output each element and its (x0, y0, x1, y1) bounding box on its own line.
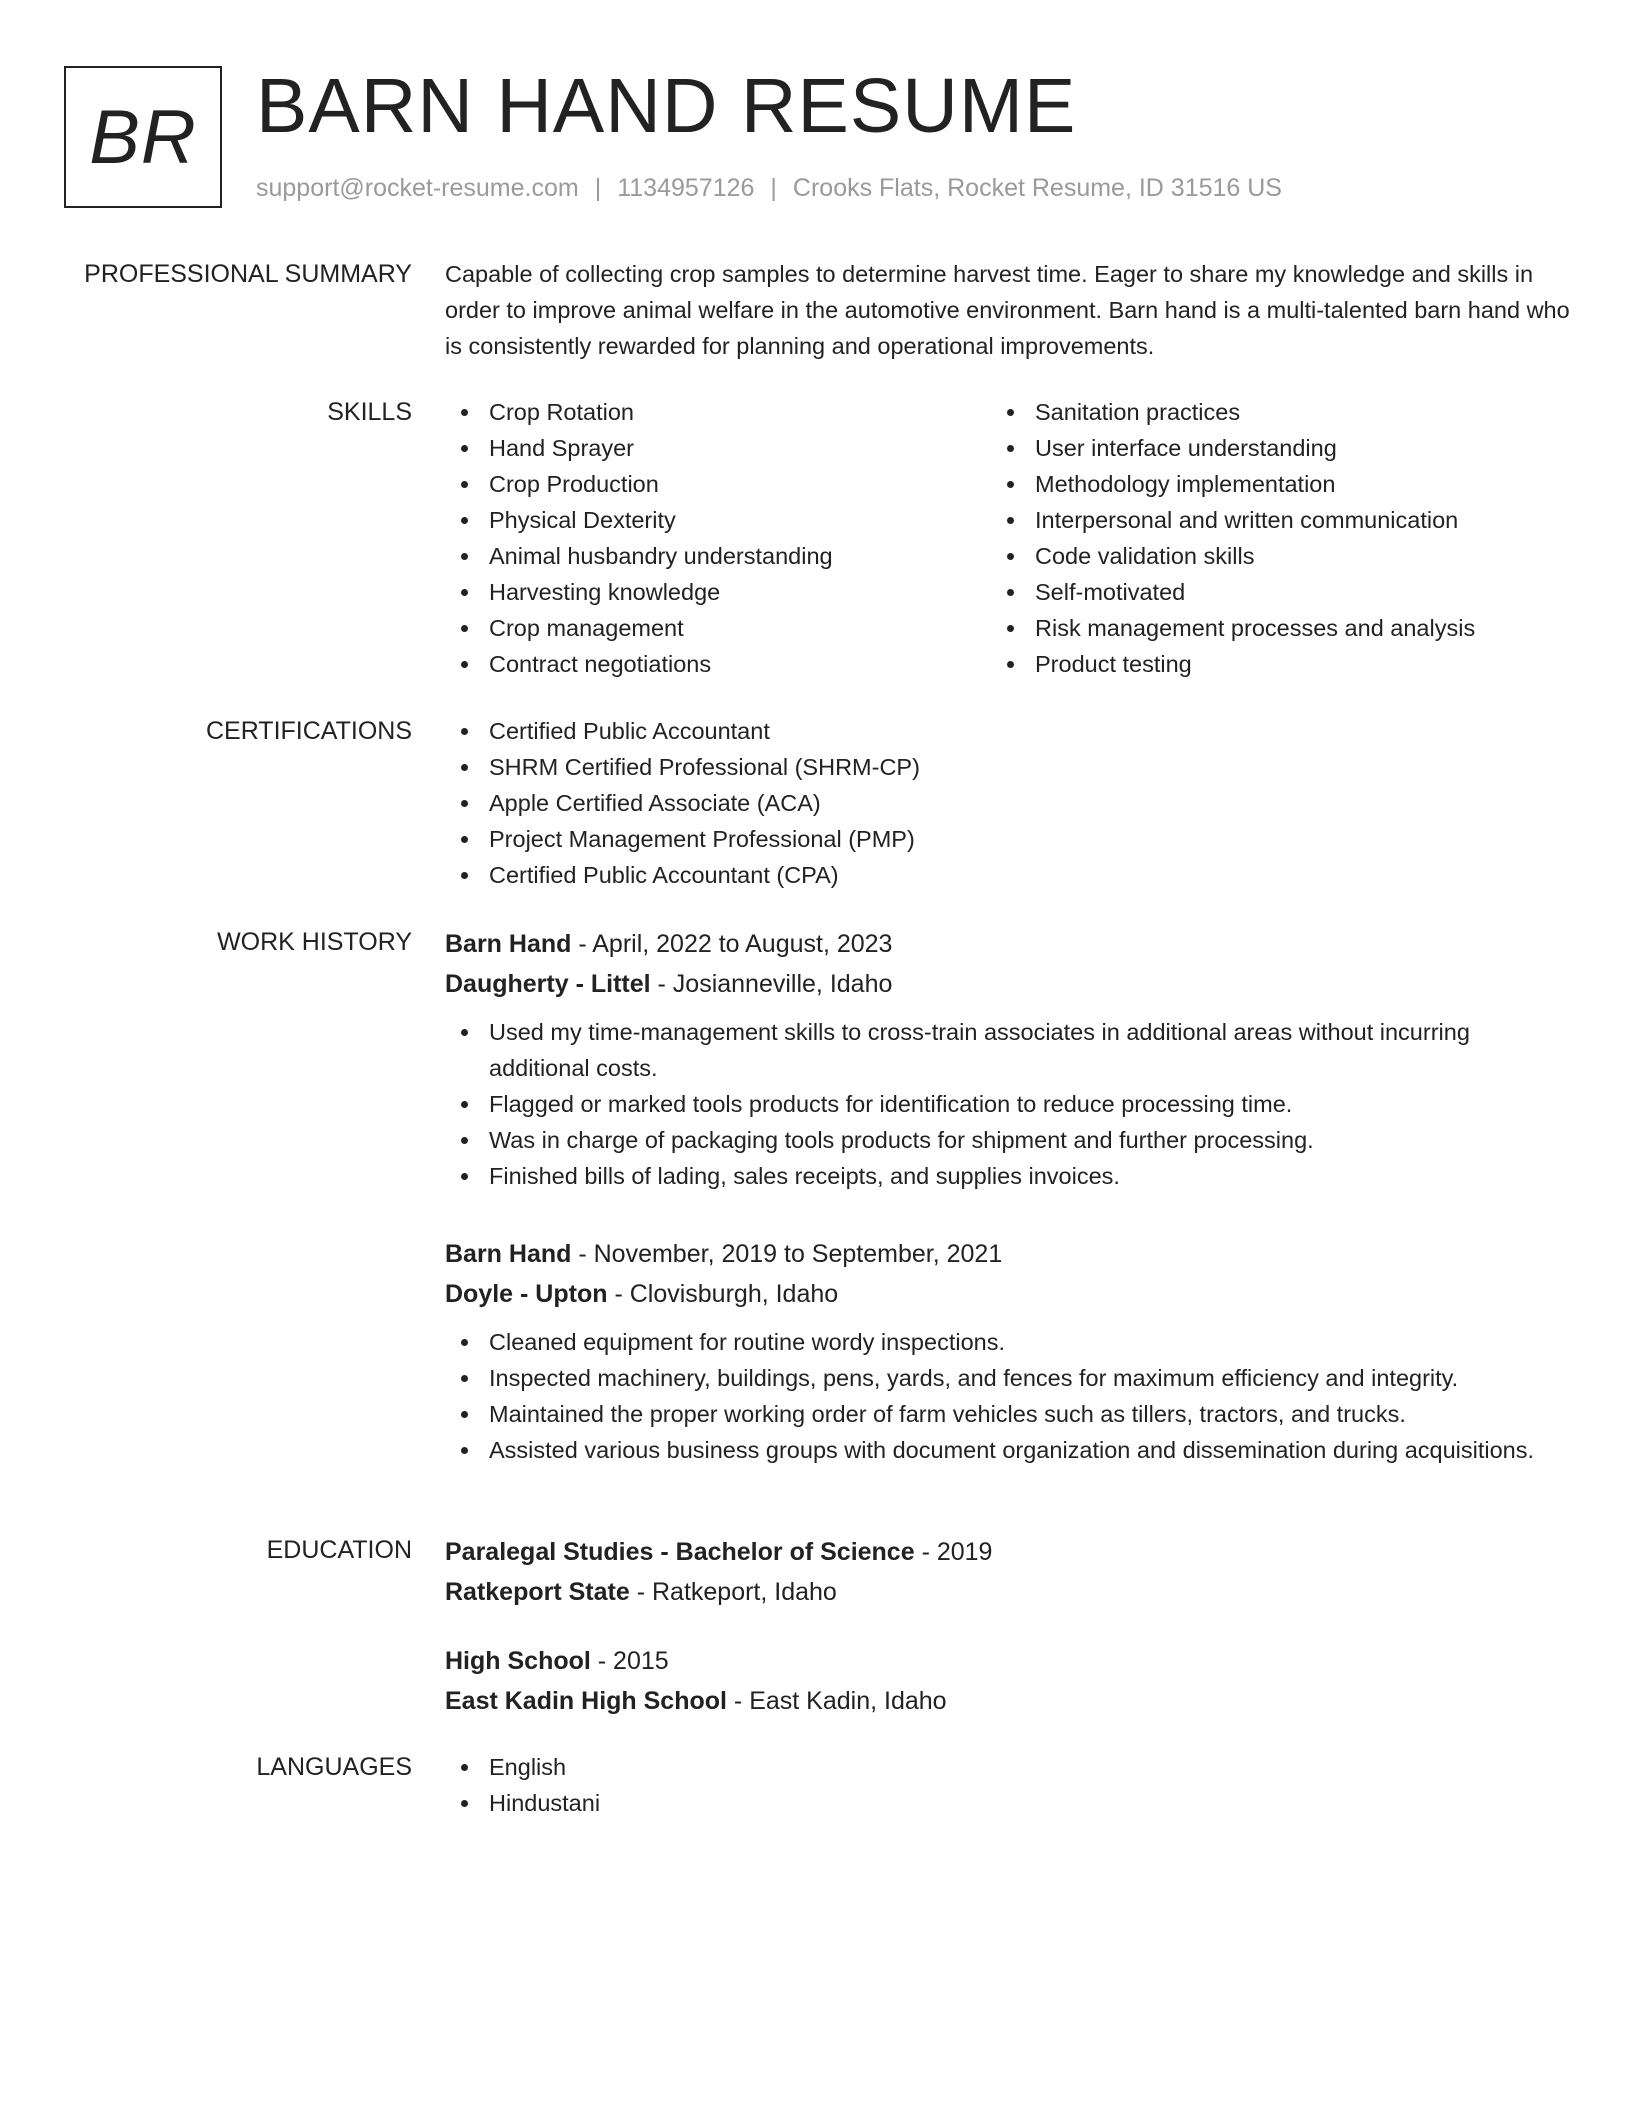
job-duty: Used my time-management skills to cross-train associates in additional areas without incurring additional costs. (445, 1014, 1575, 1086)
job-duty: Maintained the proper working order of farm vehicles such as tillers, tractors, and trucks. (445, 1396, 1575, 1432)
education-year: - 2019 (914, 1538, 993, 1566)
job-entry (445, 1234, 1575, 1468)
skill-item: Methodology implementation (991, 466, 1537, 502)
education-entry (445, 1532, 1575, 1612)
contact-separator: | (770, 174, 777, 202)
resume-title: BARN HAND RESUME (256, 63, 1077, 149)
skill-item: Interpersonal and written communication (991, 502, 1537, 538)
job-duty: Assisted various business groups with document organization and dissemination during acquisitions. (445, 1432, 1575, 1468)
job-duties-list (445, 1324, 1575, 1468)
job-title-line (445, 924, 1575, 964)
education-degree: Paralegal Studies - Bachelor of Science (445, 1538, 915, 1566)
education-entry (445, 1641, 1575, 1721)
job-title: Barn Hand (445, 930, 572, 958)
education-location: - Ratkeport, Idaho (629, 1578, 837, 1606)
section-label-work-history: WORK HISTORY (217, 928, 412, 956)
skill-item: Physical Dexterity (445, 502, 991, 538)
skill-item: Code validation skills (991, 538, 1537, 574)
skill-item: Product testing (991, 646, 1537, 682)
skill-item: Risk management processes and analysis (991, 610, 1537, 646)
education-degree-line (445, 1532, 1575, 1572)
job-duty: Finished bills of lading, sales receipts, and supplies invoices. (445, 1158, 1575, 1194)
contact-address: Crooks Flats, Rocket Resume, ID 31516 US (792, 174, 1282, 202)
job-duty: Cleaned equipment for routine wordy inspections. (445, 1324, 1575, 1360)
language-item: Hindustani (445, 1785, 1575, 1821)
summary-text: Capable of collecting crop samples to determine harvest time. Eager to share my knowledge and skills in order to improve animal welfare in the automotive environment. Barn hand is a multi-talented barn hand who is consistently rewarded for planning and operational improvements. (445, 261, 1570, 359)
job-company-line (445, 1274, 1575, 1314)
monogram-logo: BR (64, 66, 222, 208)
skill-item: Harvesting knowledge (445, 574, 991, 610)
section-label-certifications: CERTIFICATIONS (205, 717, 412, 745)
contact-phone: 1134957126 (617, 174, 755, 202)
job-company: Doyle - Upton (445, 1280, 608, 1308)
skill-item: Crop management (445, 610, 991, 646)
job-location: - Josianneville, Idaho (650, 970, 893, 998)
certifications-list (445, 713, 1575, 893)
job-duties-list (445, 1014, 1575, 1194)
skill-item: Self-motivated (991, 574, 1537, 610)
skill-item: Crop Rotation (445, 394, 991, 430)
skill-item: Hand Sprayer (445, 430, 991, 466)
job-dates: - November, 2019 to September, 2021 (571, 1240, 1003, 1268)
certification-item: Project Management Professional (PMP) (445, 821, 1575, 857)
section-label-skills: SKILLS (327, 398, 412, 426)
education-degree: High School (445, 1647, 591, 1675)
education-school-line (445, 1572, 1575, 1612)
job-company-line (445, 964, 1575, 1004)
job-title-line (445, 1234, 1575, 1274)
education-school: Ratkeport State (445, 1578, 630, 1606)
certification-item: Certified Public Accountant (CPA) (445, 857, 1575, 893)
certification-item: Apple Certified Associate (ACA) (445, 785, 1575, 821)
languages-list (445, 1749, 1575, 1821)
job-duty: Inspected machinery, buildings, pens, yards, and fences for maximum efficiency and integrity. (445, 1360, 1575, 1396)
job-location: - Clovisburgh, Idaho (607, 1280, 839, 1308)
skills-list-left (445, 394, 991, 682)
job-title: Barn Hand (445, 1240, 572, 1268)
skill-item: Sanitation practices (991, 394, 1537, 430)
resume-header (64, 63, 1564, 210)
education-school-line (445, 1681, 1575, 1721)
skills-list-right (991, 394, 1537, 682)
section-label-summary: PROFESSIONAL SUMMARY (84, 260, 412, 288)
job-company: Daugherty - Littel (445, 970, 651, 998)
contact-separator: | (594, 174, 602, 202)
job-entry (445, 924, 1575, 1194)
section-label-languages: LANGUAGES (256, 1753, 412, 1781)
skill-item: Animal husbandry understanding (445, 538, 991, 574)
education-year: - 2015 (590, 1647, 669, 1675)
education-school: East Kadin High School (445, 1687, 727, 1715)
education-location: - East Kadin, Idaho (726, 1687, 947, 1715)
job-duty: Was in charge of packaging tools products for shipment and further processing. (445, 1122, 1575, 1158)
certification-item: Certified Public Accountant (445, 713, 1575, 749)
language-item: English (445, 1749, 1575, 1785)
skill-item: User interface understanding (991, 430, 1537, 466)
skill-item: Contract negotiations (445, 646, 991, 682)
education-degree-line (445, 1641, 1575, 1681)
job-duty: Flagged or marked tools products for identification to reduce processing time. (445, 1086, 1575, 1122)
section-label-education: EDUCATION (266, 1536, 412, 1564)
skill-item: Crop Production (445, 466, 991, 502)
certification-item: SHRM Certified Professional (SHRM-CP) (445, 749, 1575, 785)
contact-email: support@rocket-resume.com (256, 174, 579, 202)
contact-line (256, 172, 1282, 205)
job-dates: - April, 2022 to August, 2023 (571, 930, 893, 958)
